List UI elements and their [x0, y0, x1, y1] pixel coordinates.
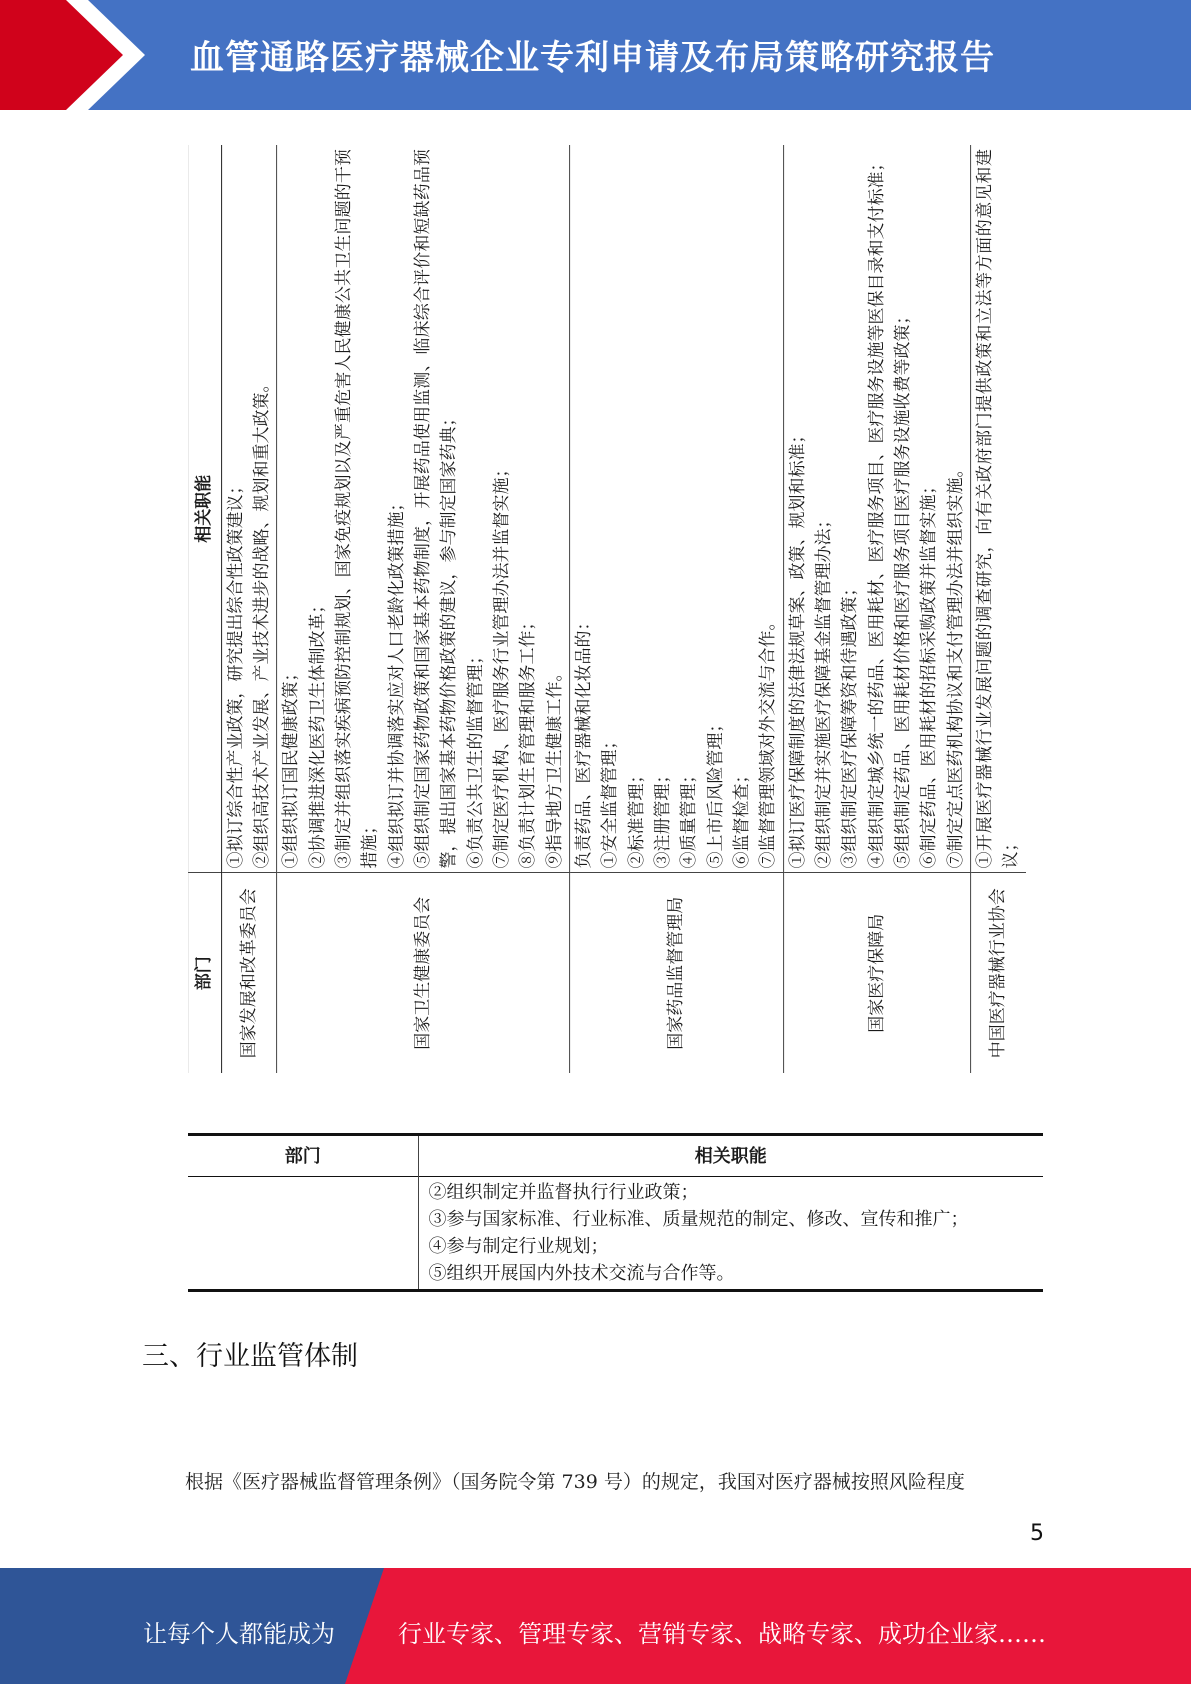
duty-line: ③组织制定医疗保障筹资和待遇政策； [840, 579, 861, 869]
duty-line: ⑨指导地方卫生健康工作。 [544, 664, 565, 869]
duty-line: ③注册管理； [653, 766, 674, 869]
duty-line: 负责药品、医疗器械和化妆品的： [574, 613, 595, 869]
duty-line: ⑤组织制定国家药物政策和国家基本药物制度，开展药品使用监测、临床综合评价和短缺药品预警，提出国家基本药物价格政策的建议，参与制定国家药典； [413, 149, 460, 869]
duty-line: ④参与制定行业规划； [428, 1236, 609, 1257]
report-title: 血管通路医疗器械企业专利申请及布局策略研究报告 [190, 38, 995, 78]
duty-cell [221, 145, 277, 873]
duty-line: ③参与国家标准、行业标准、质量规范的制定、修改、宣传和推广； [428, 1209, 969, 1230]
duty-line: ①拟订综合性产业政策，研究提出综合性政策建议； [225, 477, 246, 869]
duty-line: ⑦制定定点医药机构协议和支付管理办法并组织实施。 [945, 460, 966, 869]
duty-line: ③制定并组织落实疾病预防控制规划、国家免疫规划以及严重危害人民健康公共卫生问题的干预措施； [333, 149, 381, 869]
duty-line: ④组织拟订并协调落实应对人口老龄化政策措施； [386, 494, 407, 869]
duty-line: ⑤上市后风险管理； [705, 715, 726, 869]
duty-line: ①组织拟订国民健康政策； [281, 664, 302, 869]
footer-banner [0, 1568, 1191, 1684]
dept-cell: 国家医疗保障局 [783, 873, 970, 1073]
body-paragraph: 根据《医疗器械监督管理条例》（国务院令第 739 号）的规定，我国对医疗器械按照风险程度 [185, 1471, 965, 1493]
dept-cell: 国家药品监督管理局 [570, 873, 784, 1073]
duty-line: ②组织制定并实施医疗保障基金监督管理办法； [814, 511, 835, 869]
dept-cell: 国家发展和改革委员会 [221, 873, 277, 1073]
page-number: 5 [1030, 1521, 1044, 1546]
column-header-duty: 相关职能 [188, 145, 221, 873]
dept-cell: 中国医疗器械行业协会 [971, 873, 1026, 1073]
column-header-duty: 相关职能 [694, 1145, 767, 1167]
section-heading: 三、行业监管体制 [142, 1341, 358, 1372]
duty-line: ⑥制定药品、医用耗材的招标采购政策并监督实施； [919, 477, 940, 869]
duty-line: ①开展医疗器械行业发展问题的调查研究，向有关政府部门提供政策和立法等方面的意见和建议； [975, 149, 1022, 869]
duties-table-continued [188, 1133, 1043, 1292]
table-header-row [188, 1135, 1043, 1177]
duty-line: ①拟订医疗保障制度的法律法规草案、政策、规划和标准； [787, 426, 808, 869]
dept-cell [188, 1177, 418, 1291]
column-header-dept: 部门 [188, 1135, 418, 1177]
duty-line: ②组织高技术产业发展、产业技术进步的战略、规划和重大政策。 [251, 375, 272, 869]
column-header-dept: 部门 [188, 873, 221, 1073]
duty-cell [277, 145, 570, 873]
table-row [188, 1177, 1043, 1291]
duty-line: ⑦监督管理领域对外交流与合作。 [758, 613, 779, 869]
footer-slogan-left: 让每个人都能成为 [143, 1620, 335, 1648]
footer-slogan-right: 行业专家、管理专家、营销专家、战略专家、成功企业家…… [398, 1620, 1046, 1648]
chevron-arrow-icon [0, 0, 150, 110]
table-row [971, 145, 1026, 1073]
table-body [221, 145, 1026, 1073]
duty-line: ⑤组织制定药品、医用耗材价格和医疗服务项目医疗服务设施收费等政策； [893, 307, 914, 869]
duty-cell [783, 145, 970, 873]
table-row [221, 145, 277, 1073]
duty-line: ⑧负责计划生育管理和服务工作； [518, 613, 539, 869]
duty-line: ⑤组织开展国内外技术交流与合作等。 [428, 1263, 735, 1284]
duty-line: ②协调推进深化医药卫生体制改革； [307, 596, 328, 869]
duty-line: ②标准管理； [626, 766, 647, 869]
duty-line: ④质量管理； [679, 766, 700, 869]
duty-line: ②组织制定并监督执行行业政策； [428, 1182, 699, 1203]
table-row [570, 145, 784, 1073]
duty-line: ⑥负责公共卫生的监督管理； [465, 647, 486, 869]
duty-line: ④组织制定城乡统一的药品、医用耗材、医疗服务项目、医疗服务设施等医保目录和支付标准； [866, 154, 887, 869]
duty-line: ⑦制定医疗机构、医疗服务行业管理办法并监督实施； [492, 460, 513, 869]
duty-line: ①安全监督管理； [600, 732, 621, 869]
table-row [277, 145, 570, 1073]
rotated-table-area [188, 145, 1026, 1073]
duty-line: ⑥监督检查； [732, 766, 753, 869]
duties-table-rotated [188, 145, 1026, 1073]
table-row [783, 145, 970, 1073]
duty-cell [418, 1177, 1043, 1291]
header-banner [0, 0, 1191, 110]
duty-cell [971, 145, 1026, 873]
duty-cell [570, 145, 784, 873]
dept-cell: 国家卫生健康委员会 [277, 873, 570, 1073]
table-header-row [188, 145, 221, 1073]
